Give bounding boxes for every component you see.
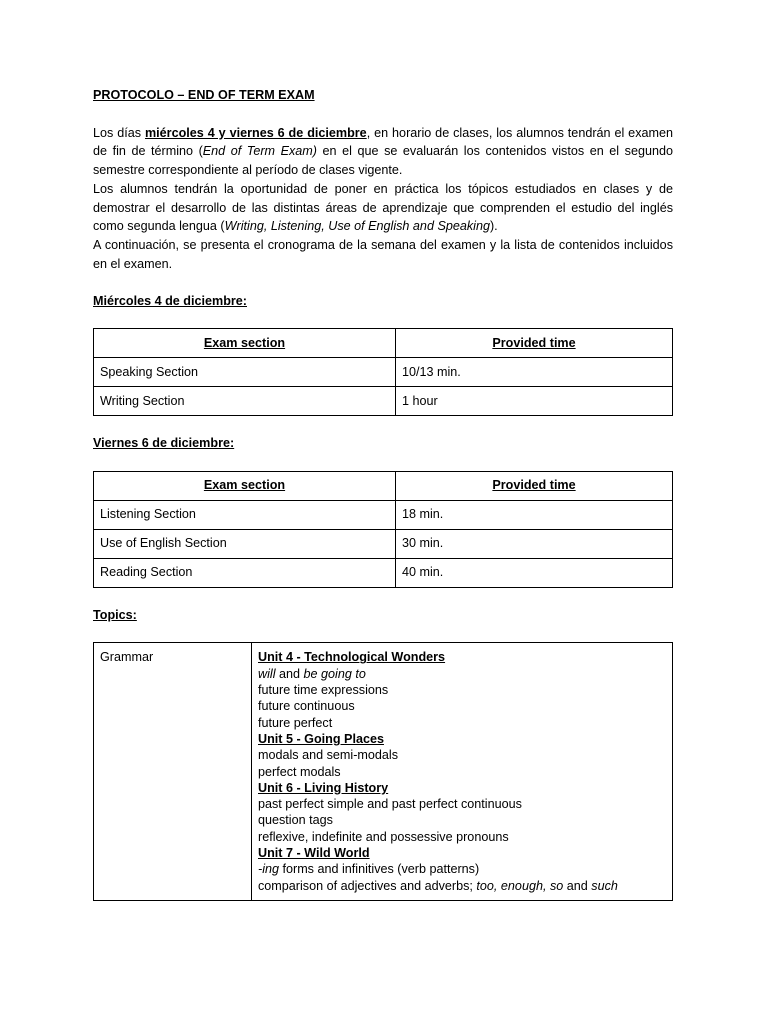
exam-section-cell: Writing Section xyxy=(94,387,396,416)
table-row xyxy=(94,358,673,387)
topic-line: future time expressions xyxy=(258,683,389,698)
day1-heading: Miércoles 4 de diciembre: xyxy=(93,294,247,309)
provided-time-cell: 40 min. xyxy=(396,558,673,587)
topics-table xyxy=(93,642,673,900)
column-header-section: Exam section xyxy=(94,329,396,358)
provided-time-cell: 1 hour xyxy=(396,387,673,416)
exam-section-cell: Listening Section xyxy=(94,500,396,529)
intro-paragraph-2: Los alumnos tendrán la oportunidad de poner en práctica los tópicos estudiados en clases y de demostrar el desarrollo de las distintas áreas de aprendizaje que comprenden el estudio del inglés como segunda lengua (Writing, Listening, Use of English and Speaking). xyxy=(93,181,673,234)
table-row xyxy=(94,500,673,529)
skills-list: Writing, Listening, Use of English and Speaking xyxy=(224,219,490,234)
topics-heading: Topics: xyxy=(93,607,137,622)
topic-line: future continuous xyxy=(258,699,355,714)
exam-name: End of Term Exam) xyxy=(202,144,317,159)
intro-text xyxy=(93,124,673,274)
unit-4-title: Unit 4 - Technological Wonders xyxy=(258,650,446,665)
topic-line: modals and semi-modals xyxy=(258,748,398,763)
table-row xyxy=(94,529,673,558)
topic-line: perfect modals xyxy=(258,764,341,779)
table-row xyxy=(94,387,673,416)
unit-5-title: Unit 5 - Going Places xyxy=(258,731,384,746)
day2-schedule-table xyxy=(93,471,673,588)
topic-category-cell: Grammar xyxy=(94,643,252,900)
document-title: PROTOCOLO – END OF TERM EXAM xyxy=(93,88,315,102)
table-header-row xyxy=(94,329,673,358)
exam-section-cell: Use of English Section xyxy=(94,529,396,558)
unit-6-title: Unit 6 - Living History xyxy=(258,780,389,795)
topic-line: future perfect xyxy=(258,715,333,730)
table-row xyxy=(94,558,673,587)
unit-7-title: Unit 7 - Wild World xyxy=(258,846,370,860)
topic-content-cell xyxy=(252,643,673,900)
table-header-row xyxy=(94,471,673,500)
document-content xyxy=(93,86,673,901)
provided-time-cell: 30 min. xyxy=(396,529,673,558)
topic-line: will and be going to xyxy=(258,666,366,681)
exam-section-cell: Speaking Section xyxy=(94,358,396,387)
topic-line: reflexive, indefinite and possessive pronouns xyxy=(258,829,509,844)
provided-time-cell: 10/13 min. xyxy=(396,358,673,387)
exam-dates: miércoles 4 y viernes 6 de diciembre xyxy=(144,125,367,140)
topic-line: question tags xyxy=(258,813,333,828)
table-row xyxy=(94,643,673,900)
intro-paragraph-3: A continuación, se presenta el cronograma de la semana del examen y la lista de contenidos incluidos en el examen. xyxy=(93,237,673,271)
provided-time-cell: 18 min. xyxy=(396,500,673,529)
column-header-section: Exam section xyxy=(94,471,396,500)
intro-paragraph-1: Los días miércoles 4 y viernes 6 de diciembre, en horario de clases, los alumnos tendrán el examen de fin de término (End of Term Exam) en el que se evaluarán los contenidos vistos en el segundo semestre correspondiente al período de clases vigente. xyxy=(93,125,673,178)
topic-line: comparison of adjectives and adverbs; too, enough, so and such xyxy=(258,878,618,893)
topic-line: past perfect simple and past perfect continuous xyxy=(258,797,522,812)
column-header-time: Provided time xyxy=(396,329,673,358)
exam-section-cell: Reading Section xyxy=(94,558,396,587)
day2-heading: Viernes 6 de diciembre: xyxy=(93,436,235,451)
topic-line: -ing forms and infinitives (verb patterns) xyxy=(258,862,480,877)
day1-schedule-table xyxy=(93,328,673,416)
column-header-time: Provided time xyxy=(396,471,673,500)
